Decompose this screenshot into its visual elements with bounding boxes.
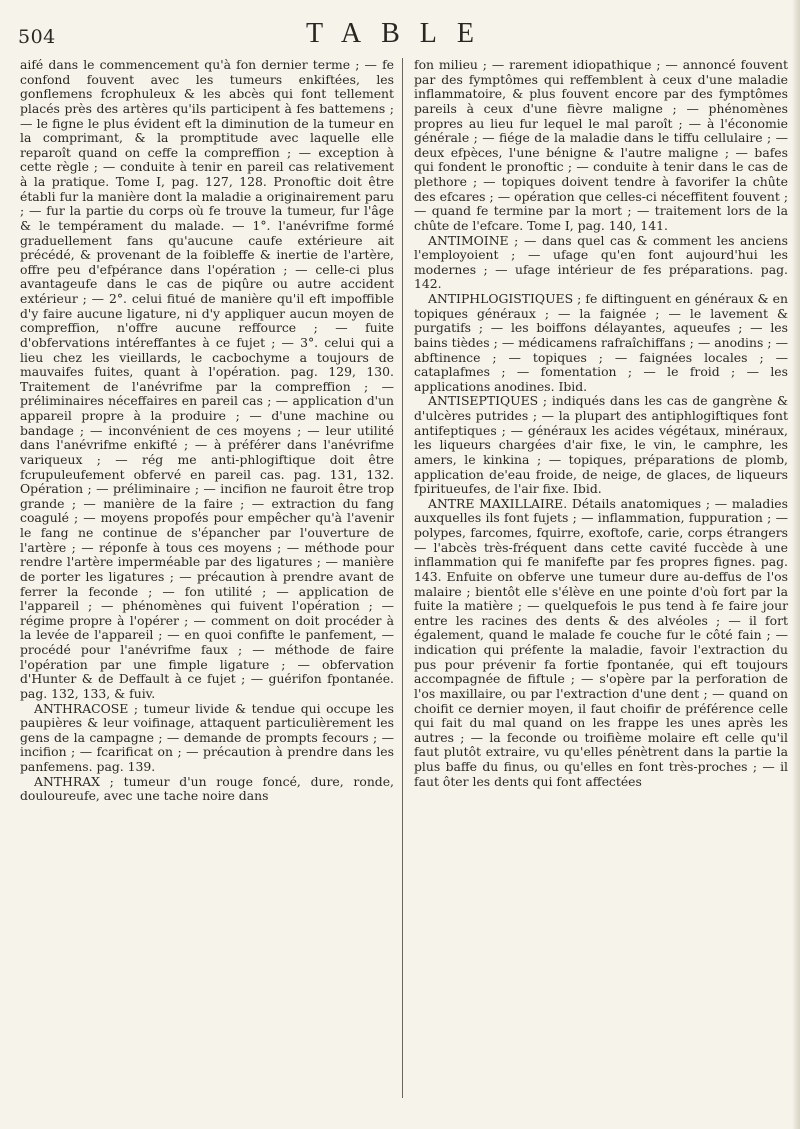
entry-anthrax-continued: fon milieu ; — rarement idiopathique ; — annoncé fouvent par des fymptômes qui reffemblent à ceux d'une maladie inflammatoire, & plus fouvent encore par des fymptômes pareils à ceux d'une fièvre maligne ; — phénomènes propres au lieu fur lequel le mal paroît ; — à l'économie générale ; — fiége de la maladie dans le tiffu cellulaire ; — deux efpèces, l'une bénigne & l'autre maligne ; — bafes qui fondent le pronoftic ; — conduite à tenir dans le cas de plethore ; — topiques doivent tendre à favorifer la chûte des efcares ; — opération que celles-ci néceffitent fouvent ; — quand fe termine par la mort ; — traitement lors de la chûte de l'efcare. Tome I, pag. 140, 141. bbox=[414, 57, 788, 233]
column-divider bbox=[402, 58, 403, 1098]
entry-anthrax: ANTHRAX ; tumeur d'un rouge foncé, dure, ronde, douloureufe, avec une tache noire dans bbox=[20, 773, 394, 804]
entry-antimoine: ANTIMOINE ; — dans quel cas & comment les anciens l'employoient ; — ufage qu'en font aujourd'hui les modernes ; — ufage intérieur de fes préparations. pag. 142. bbox=[414, 232, 788, 292]
page-number: 504 bbox=[18, 26, 56, 48]
left-column bbox=[20, 58, 394, 804]
entry-antiseptiques: ANTISEPTIQUES ; indiqués dans les cas de gangrène & d'ulcères putrides ; — la plupart des antiphlogiftiques font antifeptiques ; — généraux les acides végétaux, minéraux, les liqueurs chargées d'air fixe, le vin, le camphre, les amers, le kinkina ; — topiques, préparations de plomb, application de'eau froide, de neige, de glaces, de liqueurs fpiritueufes, de l'air fixe. Ibid. bbox=[414, 393, 788, 497]
right-column bbox=[414, 58, 788, 789]
entry-antiphlogistiques: ANTIPHLOGISTIQUES ; fe diftinguent en généraux & en topiques généraux ; — la faignée ; — le lavement & purgatifs ; — les boiffons délayantes, aqueufes ; — les bains tièdes ; — médicamens rafraîchiffans ; — anodins ; — abftinence ; — topiques ; — faignées locales ; — cataplafmes ; — fomentation ; — le froid ; — les applications anodines. Ibid. bbox=[414, 291, 788, 394]
entry-anevrisme-continued: aifé dans le commencement qu'à fon dernier terme ; — fe confond fouvent avec les tumeurs enkiftées, les gonflemens fcrophuleux & les abcès qui font tellement placés près des artères qu'ils participent à fes battemens ; — le figne le plus évident eft la diminution de la tumeur en la comprimant, & la promptitude avec laquelle elle reparoît quand on ceffe la compreffion ; — exception à cette règle ; — conduite à tenir en pareil cas relativement à la pratique. Tome I, pag. 127, 128. Pronoftic doit être établi fur la manière dont la maladie a originairement paru ; — fur la partie du corps où fe trouve la tumeur, fur l'âge & le tempérament du malade. — 1°. l'anévrifme formé graduellement fans qu'aucune caufe extérieure ait précédé, & provenant de la foibleffe & inertie de l'artère, offre peu d'efpérance dans l'opération ; — celle-ci plus avantageufe dans le cas de piqûre ou autre accident extérieur ; — 2°. celui fitué de manière qu'il eft impoffible d'y faire aucune ligature, ni d'y appliquer aucun moyen de compreffion, n'offre aucune reffource ; — fuite d'obfervations intéreffantes à ce fujet ; — 3°. celui qui a lieu chez les vieillards, le cacbochyme a toujours de mauvaifes fuites, quant à l'opération. pag. 129, 130. Traitement de l'anévrifme par la compreffion ; — préliminaires néceffaires en pareil cas ; — application d'un appareil propre à la produire ; — d'une machine ou bandage ; — inconvénient de ces moyens ; — leur utilité dans l'anévrifme enkifté ; — à préférer dans l'anévrifme variqueux ; — rég me anti-phlogiftique doit être fcrupuleufement obfervé en pareil cas. pag. 131, 132. Opération ; — préliminaire ; — incifion ne fauroit être trop grande ; — manière de la faire ; — extraction du fang coagulé ; — moyens propofés pour empêcher qu'à l'avenir le fang ne continue de s'épancher par l'ouverture de l'artère ; — réponfe à tous ces moyens ; — méthode pour rendre l'artère imperméable par des ligatures ; — manière de porter les ligatures ; — précaution à prendre avant de ferrer la feconde ; — fon utilité ; — application de l'appareil ; — phénomènes qui fuivent l'opération ; — régime propre à l'opérer ; — comment on doit procéder à la levée de l'appareil ; — en quoi confifte le panfement, — procédé pour l'anévrifme faux ; — méthode de faire l'opération par une fimple ligature ; — obfervation d'Hunter & de Deffault à ce fujet ; — guérifon fpontanée. pag. 132, 133, & fuiv. bbox=[20, 57, 394, 701]
entry-antre-maxillaire: ANTRE MAXILLAIRE. Détails anatomiques ; — maladies auxquelles ils font fujets ; — inflammation, fuppuration ; — polypes, farcomes, fquirre, exoftofe, carie, corps étrangers — l'abcès très-fréquent dans cette cavité fuccède à une inflammation qui fe manifefte par fes propres fignes. pag. 143. Enfuite on obferve une tumeur dure au-deffus de l'os malaire ; bientôt elle s'élève en une pointe d'où fort par la fuite la matière ; — quelquefois le pus tend à fe faire jour entre les racines des dents & des alvéoles ; — il fort également, quand le malade fe couche fur le côté fain ; — indication qui préfente la maladie, favoir l'extraction du pus pour prévenir fa fortie fpontanée, qui eft toujours accompagnée de fiftule ; — s'opère par la perforation de l'os maxillaire, ou par l'extraction d'une dent ; — quand on choifit ce dernier moyen, il faut choifir de préférence celle qui fait du mal quand on les frappe les unes après les autres ; — la feconde ou troifième molaire eft celle qu'il faut plutôt extraire, vu qu'elles pénètrent dans la partie la plus baffe du finus, ou qu'elles en font très-proches ; — il faut ôter les dents qui font affectées bbox=[414, 495, 788, 789]
running-title: TABLE bbox=[306, 18, 494, 49]
page-header bbox=[0, 18, 800, 52]
page-edge-shadow bbox=[792, 0, 800, 1129]
entry-anthracose: ANTHRACOSE ; tumeur livide & tendue qui occupe les paupières & leur voifinage, attaquent particulièrement les gens de la campagne ; — demande de prompts fecours ; — incifion ; — fcarificat on ; — précaution à prendre dans les panfemens. pag. 139. bbox=[20, 700, 394, 774]
